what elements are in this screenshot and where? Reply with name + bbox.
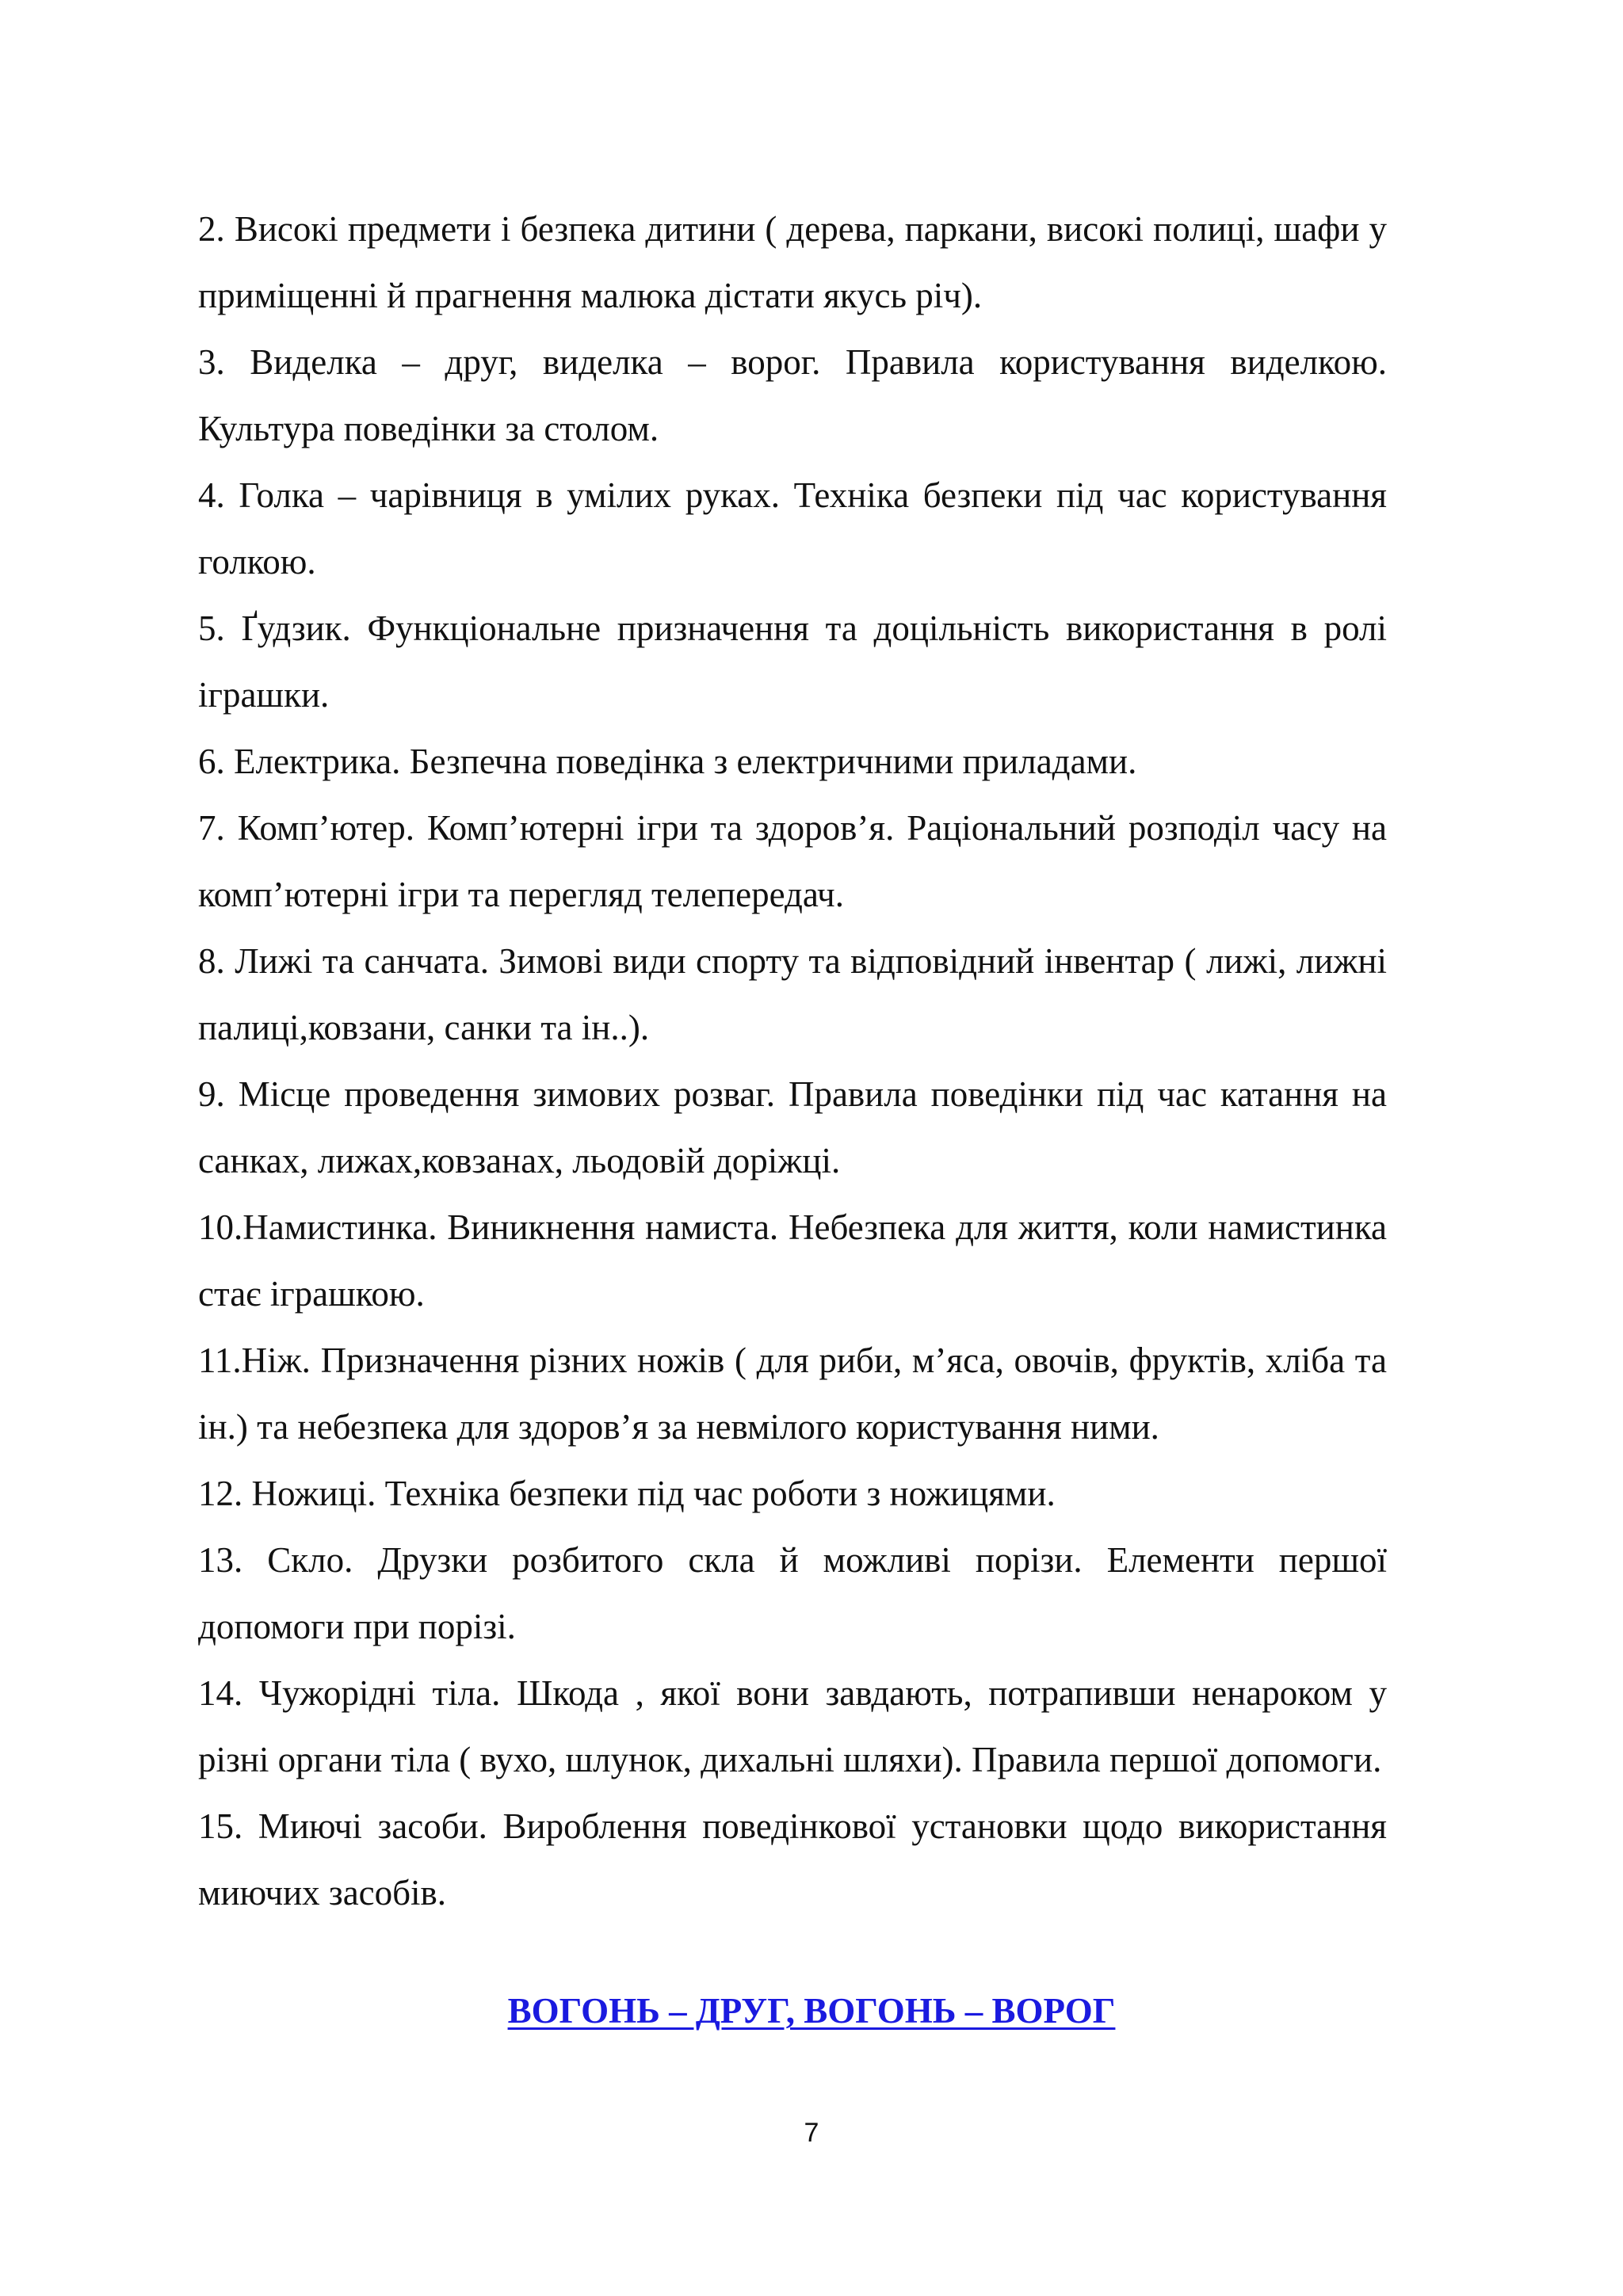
list-item: 9. Місце проведення зимових розваг. Правила поведінки під час катання на санках, лижах,ковзанах, льодовій доріжці. bbox=[198, 1074, 1387, 1180]
list-item: 7. Комп’ютер. Комп’ютерні ігри та здоров’я. Раціональний розподіл часу на комп’ютерні ігри та перегляд телепередач. bbox=[198, 808, 1387, 914]
list-item: 10.Намистинка. Виникнення намиста. Небезпека для життя, коли намистинка стає іграшкою. bbox=[198, 1207, 1387, 1314]
list-item: 5. Ґудзик. Функціональне призначення та доцільність використання в ролі іграшки. bbox=[198, 608, 1387, 715]
list-item: 11.Ніж. Призначення різних ножів ( для риби, м’яса, овочів, фруктів, хліба та ін.) та небезпека для здоров’я за невмілого користування ними. bbox=[198, 1341, 1387, 1447]
section-heading-link[interactable]: ВОГОНЬ – ДРУГ, ВОГОНЬ – ВОРОГ bbox=[507, 1991, 1116, 2031]
section-heading bbox=[0, 1987, 1623, 2035]
list-item: 3. Виделка – друг, виделка – ворог. Правила користування виделкою. Культура поведінки за столом. bbox=[198, 342, 1387, 448]
list-item: 13. Скло. Друзки розбитого скла й можливі порізи. Елементи першої допомоги при порізі. bbox=[198, 1540, 1387, 1646]
list-item: 15. Миючі засоби. Вироблення поведінкової установки щодо використання миючих засобів. bbox=[198, 1806, 1387, 1913]
list-item: 14. Чужорідні тіла. Шкода , якої вони завдають, потрапивши ненароком у різні органи тіла ( вухо, шлунок, дихальні шляхи). Правила першої допомоги. bbox=[198, 1673, 1387, 1779]
list-item: 2. Високі предмети і безпека дитини ( дерева, паркани, високі полиці, шафи у приміщенні й прагнення малюка дістати якусь річ). bbox=[198, 209, 1387, 315]
list-item: 12. Ножиці. Техніка безпеки під час роботи з ножицями. bbox=[198, 1474, 1056, 1513]
list-item: 6. Електрика. Безпечна поведінка з електричними приладами. bbox=[198, 742, 1137, 781]
document-body bbox=[198, 196, 1387, 1926]
list-item: 8. Лижі та санчата. Зимові види спорту та відповідний інвентар ( лижі, лижні палиці,ковзани, санки та ін..). bbox=[198, 941, 1387, 1047]
list-item: 4. Голка – чарівниця в умілих руках. Техніка безпеки під час користування голкою. bbox=[198, 475, 1387, 582]
page-number: 7 bbox=[804, 2118, 819, 2148]
